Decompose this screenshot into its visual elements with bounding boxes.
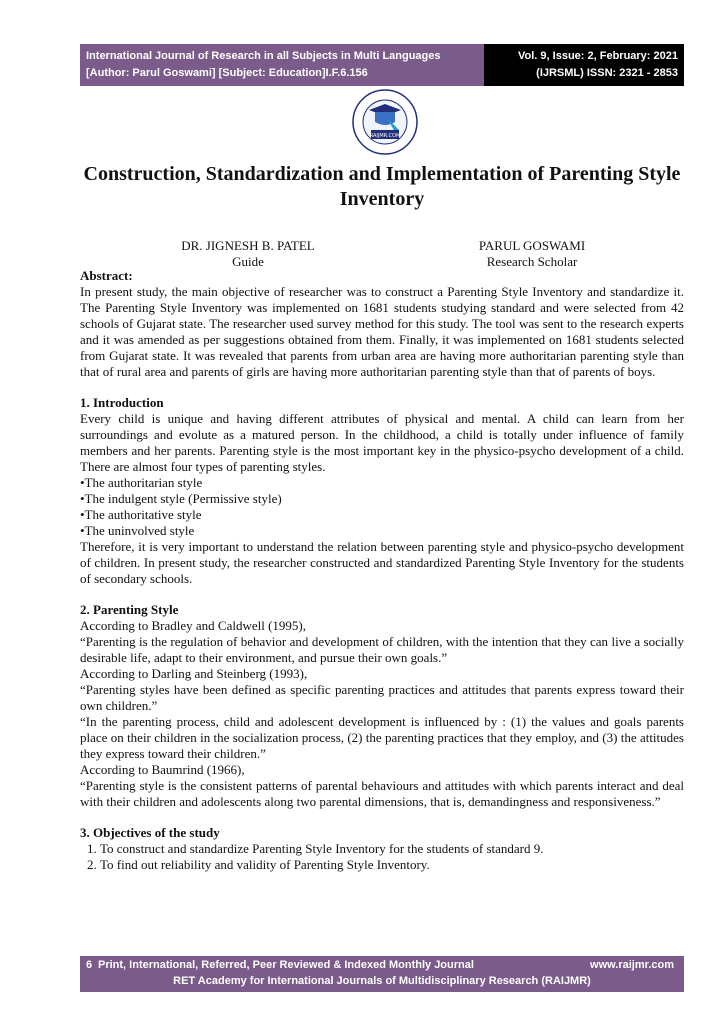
volume-issue: Vol. 9, Issue: 2, February: 2021 [518, 50, 678, 62]
journal-name: International Journal of Research in all Subjects in Multi Languages [86, 50, 441, 62]
list-item: 1. To construct and standardize Parenting Style Inventory for the students of standard 9. [100, 841, 684, 857]
page-number: 6 [86, 959, 93, 971]
list-item: •The indulgent style (Permissive style) [80, 491, 282, 506]
journal-header-right [484, 44, 684, 86]
abstract-text: In present study, the main objective of researcher was to construct a Parenting Style Inventory and standardize it. The Parenting Style Inventory was implemented on 1681 students studying standard and were selected from 42 schools of Gujarat state. The researcher used survey method for this study. The tool was sent to the research experts and it was amended as per suggestions obtained from them. Finally, it was implemented on 1681 students selected from Gujarat state. It was revealed that parents from urban area are having more authoritarian parenting style than that of rural area and parents of girls are having more authoritarian parenting style than that of parents of boys. [80, 284, 684, 379]
citation-line: According to Baumrind (1966), [80, 762, 245, 777]
author-name: PARUL GOSWAMI [478, 238, 586, 253]
issn: (IJRSML) ISSN: 2321 - 2853 [536, 67, 678, 79]
logo-label: RAIJMR.COM [369, 133, 401, 139]
author-subject-line: [Author: Parul Goswami] [Subject: Education]I.F.6.156 [86, 67, 368, 79]
quote-paragraph: “Parenting is the regulation of behavior and development of children, with the intention that they can live a socially desirable life, adapt to their environment, and pursue their own goals.” [80, 634, 684, 665]
abstract-heading: Abstract: [80, 268, 133, 283]
author-role: Guide [232, 254, 264, 269]
introduction-paragraph: Every child is unique and having different attributes of physical and mental. A child can learn from her surroundings and evolute as a matured person. In the childhood, a child is totally under influence of family members and her parents. Parenting style is the most important key in the physico-psycho development of a child. There are almost four types of parenting styles. [80, 411, 684, 474]
author-guide [148, 238, 348, 270]
introduction-heading: 1. Introduction [80, 395, 164, 410]
author-name: DR. JIGNESH B. PATEL [181, 238, 315, 253]
objectives-list [80, 841, 684, 873]
paper-title: Construction, Standardization and Implementation of Parenting Style Inventory [83, 163, 681, 210]
list-item: 2. To find out reliability and validity of Parenting Style Inventory. [100, 857, 684, 873]
footer-publication-line: Print, International, Referred, Peer Reviewed & Indexed Monthly Journal [98, 959, 474, 971]
footer-website-link[interactable]: www.raijmr.com [590, 959, 674, 971]
introduction-paragraph: Therefore, it is very important to understand the relation between parenting style and physico-psycho development of children. In present study, the researcher constructed and standardized Parenting Style Inventory for the students of secondary schools. [80, 539, 684, 586]
journal-header [80, 44, 684, 86]
objectives-heading: 3. Objectives of the study [80, 825, 220, 840]
author-scholar [432, 238, 632, 270]
quote-paragraph: “Parenting style is the consistent patterns of parental behaviours and attitudes with which parents interact and deal with their children and adolescents along two parental dimensions, that is, demandingness and responsiveness.” [80, 778, 684, 809]
raijmr-seal-logo-icon [351, 88, 419, 156]
journal-header-left [80, 44, 484, 86]
journal-footer [80, 956, 684, 992]
quote-paragraph: “In the parenting process, child and adolescent development is influenced by : (1) the values and goals parents place on their children in the socialization process, (2) the parenting practices that they employ, and (3) the attitudes they express toward their children.” [80, 714, 684, 761]
author-role: Research Scholar [486, 254, 578, 269]
list-item: •The authoritative style [80, 507, 202, 522]
citation-line: According to Bradley and Caldwell (1995), [80, 618, 306, 633]
list-item: •The authoritarian style [80, 475, 203, 490]
parenting-style-heading: 2. Parenting Style [80, 602, 179, 617]
list-item: •The uninvolved style [80, 523, 195, 538]
footer-publisher: RET Academy for International Journals of Multidisciplinary Research (RAIJMR) [173, 975, 591, 987]
quote-paragraph: “Parenting styles have been defined as specific parenting practices and attitudes that parents express toward their own children.” [80, 682, 684, 713]
citation-line: According to Darling and Steinberg (1993), [80, 666, 308, 681]
paper-body [80, 268, 684, 873]
